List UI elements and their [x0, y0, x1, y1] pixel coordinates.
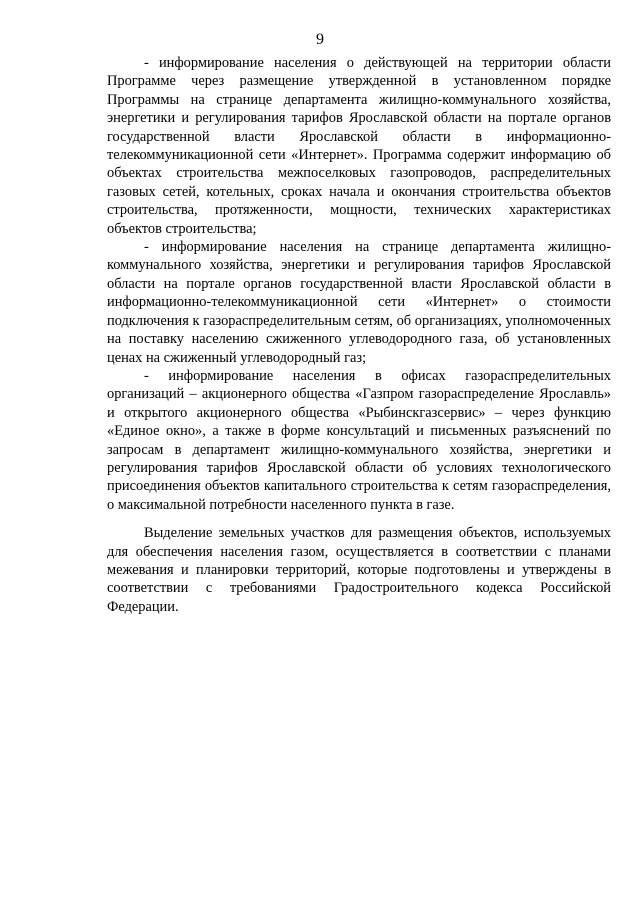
paragraph-land-allocation: Выделение земельных участков для размещения объектов, используемых для обеспечения населения газом, осуществляется в соответствии с планами межевания и планировки территорий, которые подготовлены и утверждены в соответствии с требованиями Градостроительного кодекса Российской Федерации. [107, 525, 611, 615]
page-number: 9 [316, 31, 324, 48]
paragraph-informing-offices: - информирование населения в офисах газораспределительных организаций – акционерного общества «Газпром газораспределение Ярославль» и открытого акционерного общества «Рыбинскгазсервис» – через функцию «Единое окно», а также в форме консультаций и письменных разъяснений по запросам в департамент жилищно-коммунального хозяйства, энергетики и регулирования тарифов Ярославской области об условиях технологического присоединения объектов капитального строительства к сетям газораспределения, о максимальной потребности населенного пункта в газе. [107, 367, 611, 513]
paragraph-informing-connection-cost: - информирование населения на странице департамента жилищно-коммунального хозяйства, энергетики и регулирования тарифов Ярославской области на портале органов государственной власти Ярославской области в информационно-телекоммуникационной сети «Интернет» о стоимости подключения к газораспределительным сетям, об организациях, уполномоченных на поставку населению сжиженного углеводородного газа, об установленных ценах на сжиженный углеводородный газ; [107, 239, 611, 366]
document-body [107, 54, 611, 616]
paragraph-informing-program: - информирование населения о действующей на территории области Программе через размещение утвержденной в установленном порядке Программы на странице департамента жилищно-коммунального хозяйства, энергетики и регулирования тарифов Ярославской области на портале органов государственной власти Ярославской области в информационно-телекоммуникационной сети «Интернет». Программа содержит информацию об объектах строительства межпоселковых газопроводов, распределительных газовых сетей, котельных, сроках начала и окончания строительства объектов строительства, протяженности, мощности, технических характеристиках объектов строительства; [107, 55, 611, 237]
